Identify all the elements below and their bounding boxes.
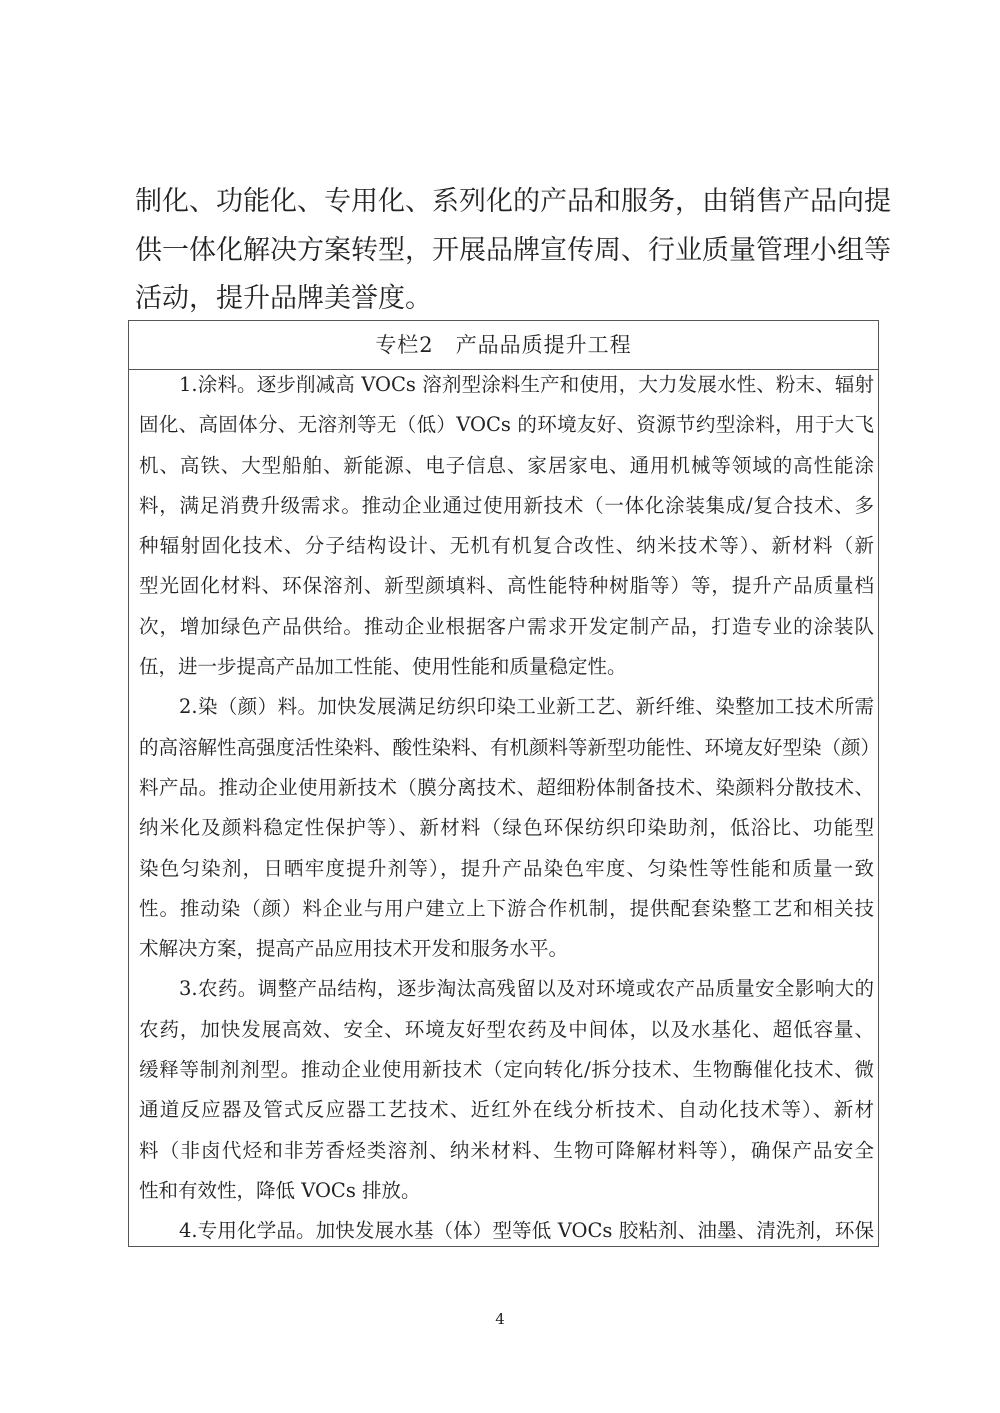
text-line: 料，满足消费升级需求。推动企业通过使用新技术（一体化涂装集成/复合技术、多 (139, 493, 874, 517)
column-box (128, 320, 879, 1247)
paragraph-2 (139, 687, 881, 969)
text-line: 料产品。推动企业使用新技术（膜分离技术、超细粉体制备技术、染颜料分散技术、 (139, 775, 874, 799)
text-line: 纳米化及颜料稳定性保护等）、新材料（绿色环保纺织印染助剂，低浴比、功能型 (139, 816, 874, 840)
text-line: 术解决方案，提高产品应用技术开发和服务水平。 (139, 937, 569, 961)
column-box-header (129, 321, 878, 370)
text-line: 4.专用化学品。加快发展水基（体）型等低 VOCs 胶粘剂、油墨、清洗剂，环保 (179, 1219, 874, 1243)
text-line: 通道反应器及管式反应器工艺技术、近红外在线分析技术、自动化技术等）、新材 (139, 1098, 874, 1122)
column-label: 专栏2 (375, 333, 434, 357)
text-line: 供一体化解决方案转型，开展品牌宣传周、行业质量管理小组等 (135, 234, 891, 266)
text-line: 固化、高固体分、无溶剂等无（低）VOCs 的环境友好、资源节约型涂料，用于大飞 (139, 413, 874, 437)
text-line: 料（非卤代烃和非芳香烃类溶剂、纳米材料、生物可降解材料等），确保产品安全 (139, 1138, 874, 1162)
text-line: 农药，加快发展高效、安全、环境友好型农药及中间体，以及水基化、超低容量、 (139, 1017, 874, 1041)
page-number: 4 (495, 1310, 505, 1328)
paragraph-3 (139, 969, 874, 1211)
text-line: 缓释等制剂剂型。推动企业使用新技术（定向转化/拆分技术、生物酶催化技术、微 (139, 1058, 874, 1082)
intro-paragraph (135, 178, 891, 324)
paragraph-4 (139, 1211, 874, 1251)
text-line: 机、高铁、大型船舶、新能源、电子信息、家居家电、通用机械等领域的高性能涂 (139, 453, 874, 477)
text-line: 性和有效性，降低 VOCs 排放。 (139, 1178, 421, 1202)
text-line: 伍，进一步提高产品加工性能、使用性能和质量稳定性。 (139, 655, 627, 679)
text-line: 活动，提升品牌美誉度。 (135, 283, 432, 314)
text-line: 1.涂料。逐步削减高 VOCs 溶剂型涂料生产和使用，大力发展水性、粉末、辐射 (179, 373, 874, 396)
text-line: 制化、功能化、专用化、系列化的产品和服务，由销售产品向提 (135, 186, 891, 217)
text-line: 的高溶解性高强度活性染料、酸性染料、有机颜料等新型功能性、环境友好型染（颜） (139, 735, 881, 759)
paragraph-1 (139, 365, 874, 687)
text-line: 种辐射固化技术、分子结构设计、无机有机复合改性、纳米技术等）、新材料（新 (139, 534, 874, 558)
text-line: 性。推动染（颜）料企业与用户建立上下游合作机制，提供配套染整工艺和相关技 (139, 896, 874, 920)
column-title: 产品品质提升工程 (455, 333, 632, 357)
text-line: 型光固化材料、环保溶剂、新型颜填料、高性能特种树脂等）等，提升产品质量档 (139, 574, 874, 598)
text-line: 染色匀染剂，日晒牢度提升剂等），提升产品染色牢度、匀染性等性能和质量一致 (139, 856, 874, 880)
text-line: 次，增加绿色产品供给。推动企业根据客户需求开发定制产品，打造专业的涂装队 (139, 614, 874, 638)
text-line: 3.农药。调整产品结构，逐步淘汰高残留以及对环境或农产品质量安全影响大的 (179, 977, 874, 1001)
text-line: 2.染（颜）料。加快发展满足纺织印染工业新工艺、新纤维、染整加工技术所需 (179, 695, 874, 719)
column-box-body (139, 365, 881, 1252)
